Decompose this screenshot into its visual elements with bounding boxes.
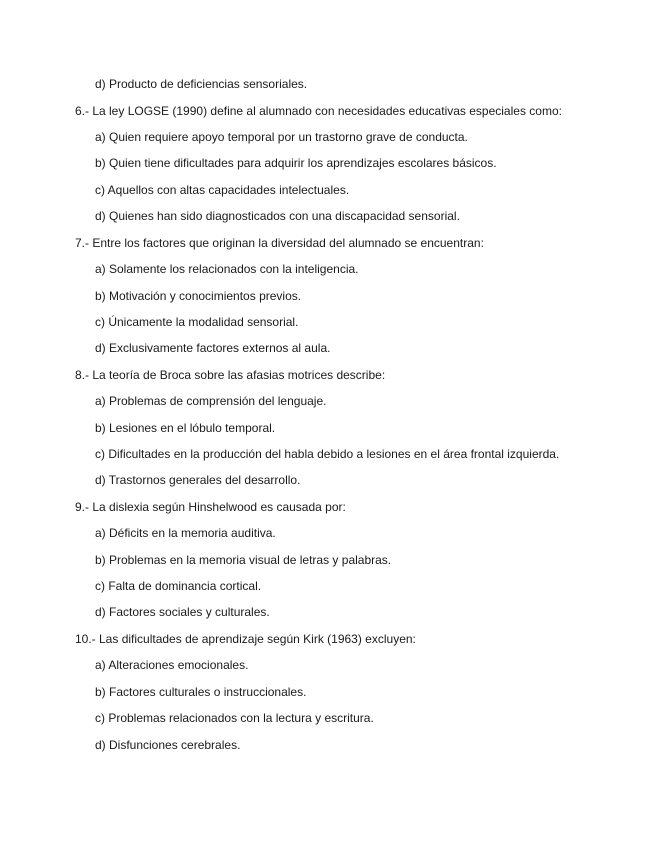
question-10-option-d: d) Disfunciones cerebrales. [95, 738, 241, 752]
question-8-option-a: a) Problemas de comprensión del lenguaje. [95, 394, 327, 408]
question-9-option-a: a) Déficits en la memoria auditiva. [95, 526, 276, 540]
question-9: 9.- La dislexia según Hinshelwood es causada por: [75, 500, 346, 514]
question-10-option-b: b) Factores culturales o instruccionales. [95, 685, 307, 699]
question-6: 6.- La ley LOGSE (1990) define al alumnado con necesidades educativas especiales como: [75, 104, 562, 118]
intro-option: d) Producto de deficiencias sensoriales. [95, 77, 308, 91]
question-9-option-b: b) Problemas en la memoria visual de letras y palabras. [95, 553, 392, 567]
question-10-option-c: c) Problemas relacionados con la lectura y escritura. [95, 711, 374, 725]
question-7: 7.- Entre los factores que originan la diversidad del alumnado se encuentran: [75, 236, 484, 250]
question-6-option-c: c) Aquellos con altas capacidades intelectuales. [95, 183, 350, 197]
question-8: 8.- La teoría de Broca sobre las afasias motrices describe: [75, 368, 386, 382]
question-8-option-c: c) Dificultades en la producción del habla debido a lesiones en el área frontal izquierda. [95, 447, 560, 461]
question-7-option-b: b) Motivación y conocimientos previos. [95, 289, 302, 303]
question-7-option-d: d) Exclusivamente factores externos al aula. [95, 341, 331, 355]
question-9-option-d: d) Factores sociales y culturales. [95, 605, 270, 619]
question-8-option-d: d) Trastornos generales del desarrollo. [95, 473, 301, 487]
question-8-option-b: b) Lesiones en el lóbulo temporal. [95, 421, 276, 435]
question-6-option-a: a) Quien requiere apoyo temporal por un trastorno grave de conducta. [95, 130, 468, 144]
question-10-option-a: a) Alteraciones emocionales. [95, 658, 249, 672]
question-7-option-c: c) Únicamente la modalidad sensorial. [95, 315, 299, 329]
question-9-option-c: c) Falta de dominancia cortical. [95, 579, 262, 593]
question-6-option-b: b) Quien tiene dificultades para adquirir los aprendizajes escolares básicos. [95, 156, 497, 170]
question-7-option-a: a) Solamente los relacionados con la inteligencia. [95, 262, 359, 276]
question-10: 10.- Las dificultades de aprendizaje según Kirk (1963) excluyen: [75, 632, 416, 646]
question-6-option-d: d) Quienes han sido diagnosticados con una discapacidad sensorial. [95, 209, 460, 223]
